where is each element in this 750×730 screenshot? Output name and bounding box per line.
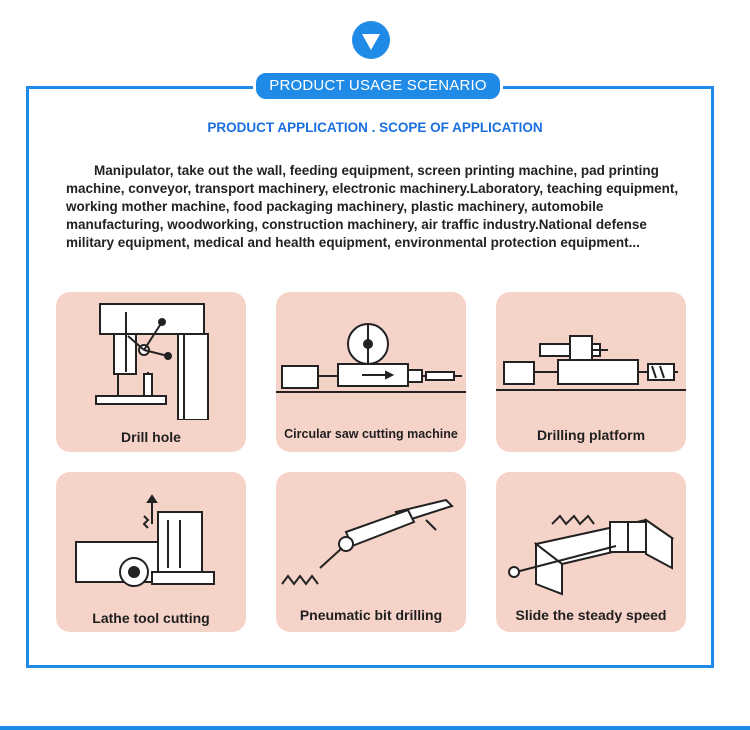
card-pneumatic-bit-drilling [276, 472, 466, 632]
section-title: PRODUCT USAGE SCENARIO [253, 70, 503, 102]
card-label: Lathe tool cutting [92, 610, 210, 626]
chevron-down-icon [352, 21, 390, 59]
slide-table-icon [496, 472, 686, 600]
card-label: Drilling platform [536, 427, 646, 443]
card-label: Circular saw cutting machine [284, 427, 458, 441]
card-label: Pneumatic bit drilling [299, 607, 443, 623]
drill-press-icon [56, 292, 246, 420]
card-lathe-tool-cutting [56, 472, 246, 632]
card-slide-steady-speed [496, 472, 686, 632]
card-label: Slide the steady speed [515, 607, 667, 623]
card-label: Drill hole [121, 429, 181, 445]
circular-saw-icon [276, 292, 466, 420]
card-circular-saw [276, 292, 466, 452]
pneumatic-drill-icon [276, 472, 466, 600]
lathe-icon [56, 472, 246, 600]
section-subtitle: PRODUCT APPLICATION . SCOPE OF APPLICATION [207, 120, 543, 135]
footer-divider [0, 726, 750, 730]
card-drilling-platform [496, 292, 686, 452]
application-description: Manipulator, take out the wall, feeding equipment, screen printing machine, pad printing machine, conveyor, transport machinery, electronic machinery.Laboratory, teaching equipment, working mother machine, food packaging machinery, plastic machinery, automobile manufacturing, woodworking, construction machinery, air traffic industry.National defense military equipment, medical and health equipment, environmental protection equipment... [66, 163, 679, 250]
card-drill-hole [56, 292, 246, 452]
drilling-platform-icon [496, 292, 686, 420]
